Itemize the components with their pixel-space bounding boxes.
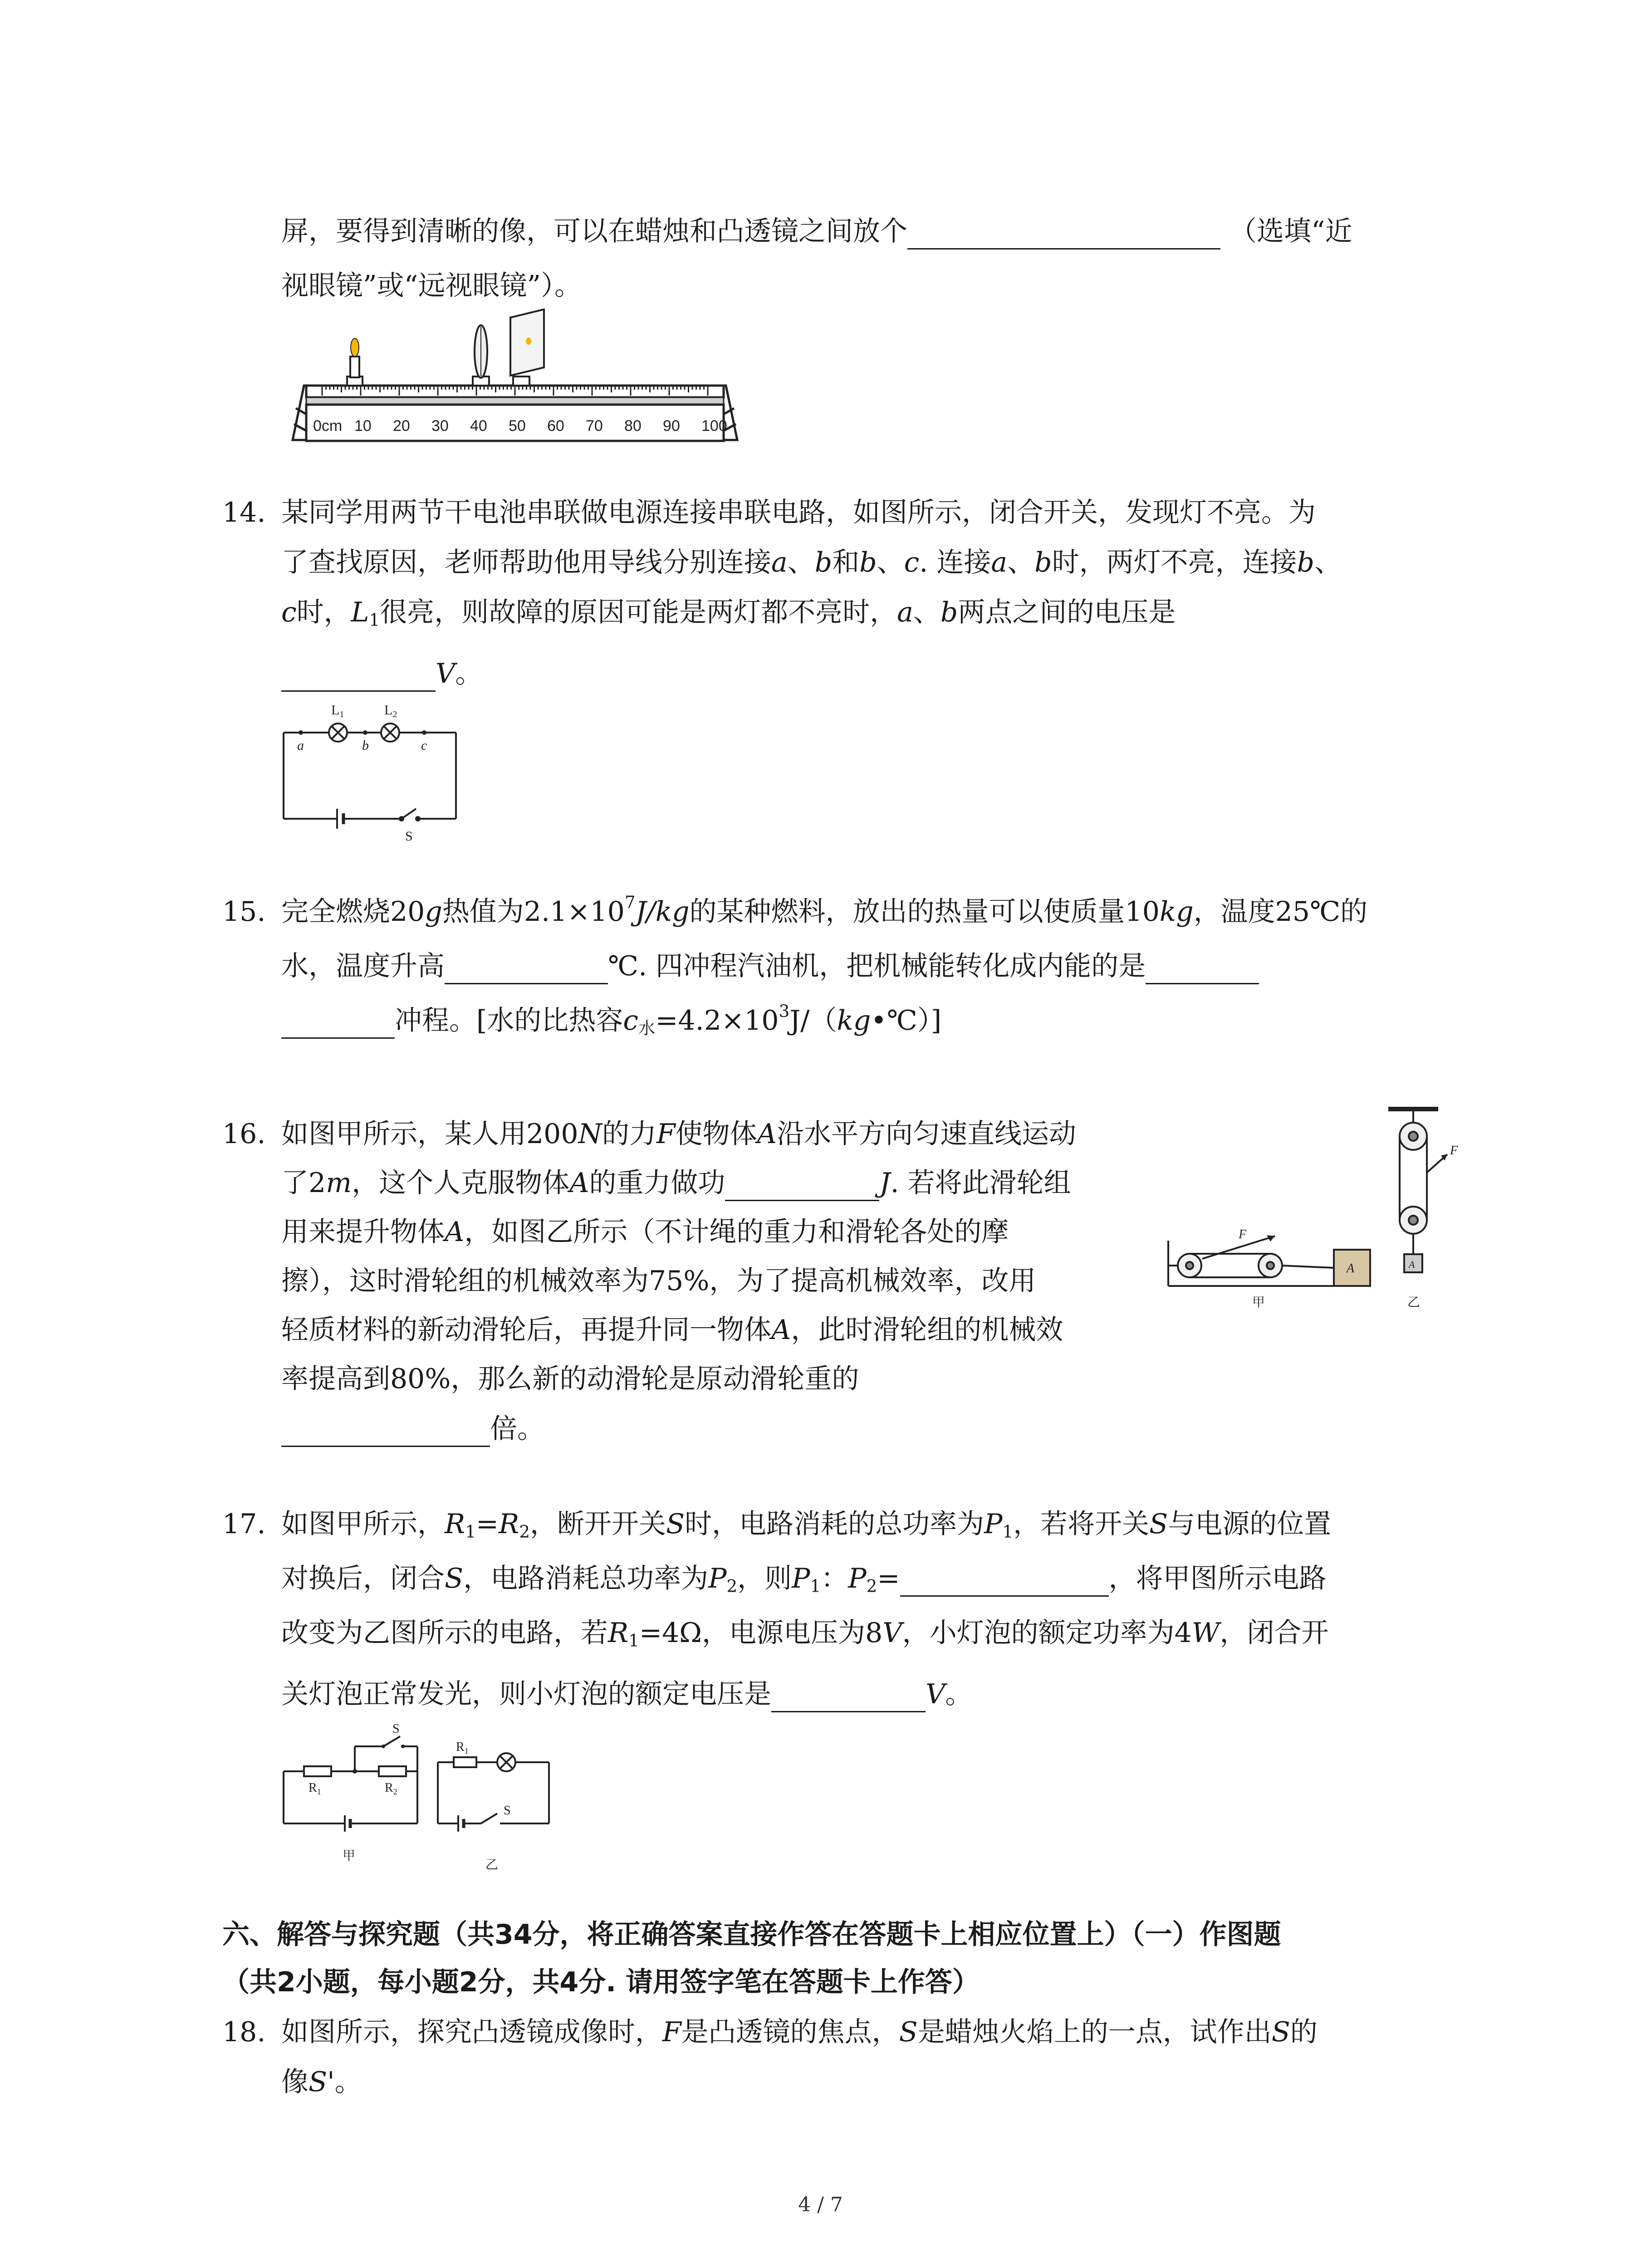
ruler-label: 80 <box>624 417 642 435</box>
q16-line3: 用来提升物体A，如图乙所示（不计绳的重力和滑轮各处的摩 <box>281 1216 1009 1248</box>
svg-text:R1: $R_1$ <box>309 1781 321 1796</box>
ruler-label: 20 <box>393 417 410 435</box>
ruler-label: 70 <box>586 417 603 435</box>
q17-line3: 改变为乙图所示的电路，若$R_1=4\Omega$，电源电压为8V，小灯泡的额定功率为4W，闭合开 <box>281 1617 1329 1651</box>
q17-line4: 关灯泡正常发光，则小灯泡的额定电压是 V。 <box>281 1676 972 1712</box>
q18-line2: 像S'。 <box>281 2066 362 2098</box>
ruler-label: 30 <box>431 417 449 435</box>
parallel-circuit-figure <box>277 1719 558 1876</box>
q15-line2: 水，温度升高 ℃. 四冲程汽油机，把机械能转化成内能的是 <box>281 948 1259 984</box>
svg-text:F: F <box>1450 1144 1458 1158</box>
ruler-label: 40 <box>470 417 487 435</box>
q16-number: 16. <box>222 1118 266 1150</box>
svg-text:乙: 乙 <box>485 1858 499 1872</box>
q15-line3: 冲程。[水的比热容$c_水=4.2\times 10^3J/(kg•℃)$] <box>281 1002 941 1039</box>
point-a-label: a <box>297 738 304 753</box>
svg-text:L1: $L_1$ <box>331 703 344 719</box>
q13-line2: 视眼镜”或“远视眼镜”）。 <box>281 270 582 302</box>
point-b-label: b <box>362 738 369 753</box>
q16-line4: 擦），这时滑轮组的机械效率为75%，为了提高机械效率，改用 <box>281 1265 1036 1297</box>
q14-number: 14. <box>222 497 266 528</box>
svg-text:S: S <box>392 1722 400 1736</box>
answer-blank[interactable] <box>900 1569 1109 1597</box>
answer-blank[interactable] <box>907 222 1220 249</box>
ruler-label: 60 <box>547 417 564 435</box>
svg-text:R2: $R_2$ <box>385 1781 397 1796</box>
switch-label: S <box>405 829 413 844</box>
q16-line1: 如图甲所示，某人用200N的力F使物体A沿水平方向匀速直线运动 <box>281 1118 1077 1150</box>
answer-blank[interactable] <box>725 1173 879 1201</box>
q18-line1: 如图所示，探究凸透镜成像时，F是凸透镜的焦点，S是蜡烛火焰上的一点，试作出S的 <box>281 2016 1318 2048</box>
section6-heading: 六、解答与探究题（共34分，将正确答案直接作答在答题卡上相应位置上）（一）作图题 <box>222 1919 1281 1950</box>
svg-text:乙: 乙 <box>1407 1295 1421 1310</box>
answer-blank[interactable] <box>771 1685 926 1712</box>
answer-blank[interactable] <box>281 1011 395 1039</box>
q13-line1: 屏，要得到清晰的像，可以在蜡烛和凸透镜之间放个 （选填“近 <box>281 213 1352 249</box>
svg-text:R1: $R_1$ <box>456 1740 469 1755</box>
q17-line1: 如图甲所示，$R_1=R_2$，断开开关S时，电路消耗的总功率为$P_1$，若将开关S与电源的位置 <box>281 1508 1332 1542</box>
series-circuit-figure <box>279 687 470 846</box>
q14-line3: c时，$L_1$很亮，则故障的原因可能是两灯都不亮时，a、b两点之间的电压是 <box>281 596 1176 630</box>
q16-line7: 倍。 <box>281 1411 544 1447</box>
svg-text:甲: 甲 <box>1252 1295 1265 1310</box>
q17-line2: 对换后，闭合S，电路消耗总功率为$P_2$，则$P_1$：$P_2=$ ，将甲图所示电路 <box>281 1563 1327 1596</box>
q15-line1: 完全燃烧20g热值为$2.1\times 10^7J/kg$的某种燃料，放出的热量可以使质量10kg，温度25℃的 <box>281 892 1368 928</box>
q16-line6: 率提高到80%，那么新的动滑轮是原动滑轮重的 <box>281 1363 859 1395</box>
q14-answer-line: V。 <box>281 655 482 692</box>
pulley-figure <box>1166 1105 1461 1318</box>
answer-blank[interactable] <box>1146 957 1259 984</box>
svg-text:A: A <box>1347 1261 1355 1276</box>
q16-line2: 了2m，这个人克服物体A的重力做功 J. 若将此滑轮组 <box>281 1165 1071 1201</box>
svg-text:L2: $L_2$ <box>384 703 397 719</box>
page-number: 4 / 7 <box>798 2193 843 2216</box>
optical-bench-figure <box>279 308 755 447</box>
q15-number: 15. <box>222 896 266 928</box>
q14-line1: 某同学用两节干电池串联做电源连接串联电路，如图所示，闭合开关，发现灯不亮。为 <box>281 497 1316 528</box>
ruler-label: 10 <box>354 417 372 435</box>
point-c-label: c <box>421 738 427 753</box>
q18-number: 18. <box>222 2016 266 2048</box>
svg-text:A: A <box>1409 1259 1415 1270</box>
ruler-label: 90 <box>663 417 680 435</box>
q16-line5: 轻质材料的新动滑轮后，再提升同一物体A，此时滑轮组的机械效 <box>281 1314 1063 1346</box>
svg-text:S: S <box>504 1804 511 1818</box>
section6-subheading: （共2小题，每小题2分，共4分. 请用签字笔在答题卡上作答） <box>222 1966 980 1998</box>
ruler-label: 0cm <box>313 417 343 435</box>
q14-line2: 了查找原因，老师帮助他用导线分别连接a、b和b、c. 连接a、b时，两灯不亮，连接b、 <box>281 547 1342 578</box>
q17-number: 17. <box>222 1508 266 1540</box>
ruler-label: 100 <box>701 417 727 435</box>
answer-blank[interactable] <box>445 957 608 984</box>
ruler-label: 50 <box>509 417 526 435</box>
svg-text:F: F <box>1239 1227 1247 1242</box>
svg-text:甲: 甲 <box>343 1849 356 1863</box>
answer-blank[interactable] <box>281 1419 490 1447</box>
